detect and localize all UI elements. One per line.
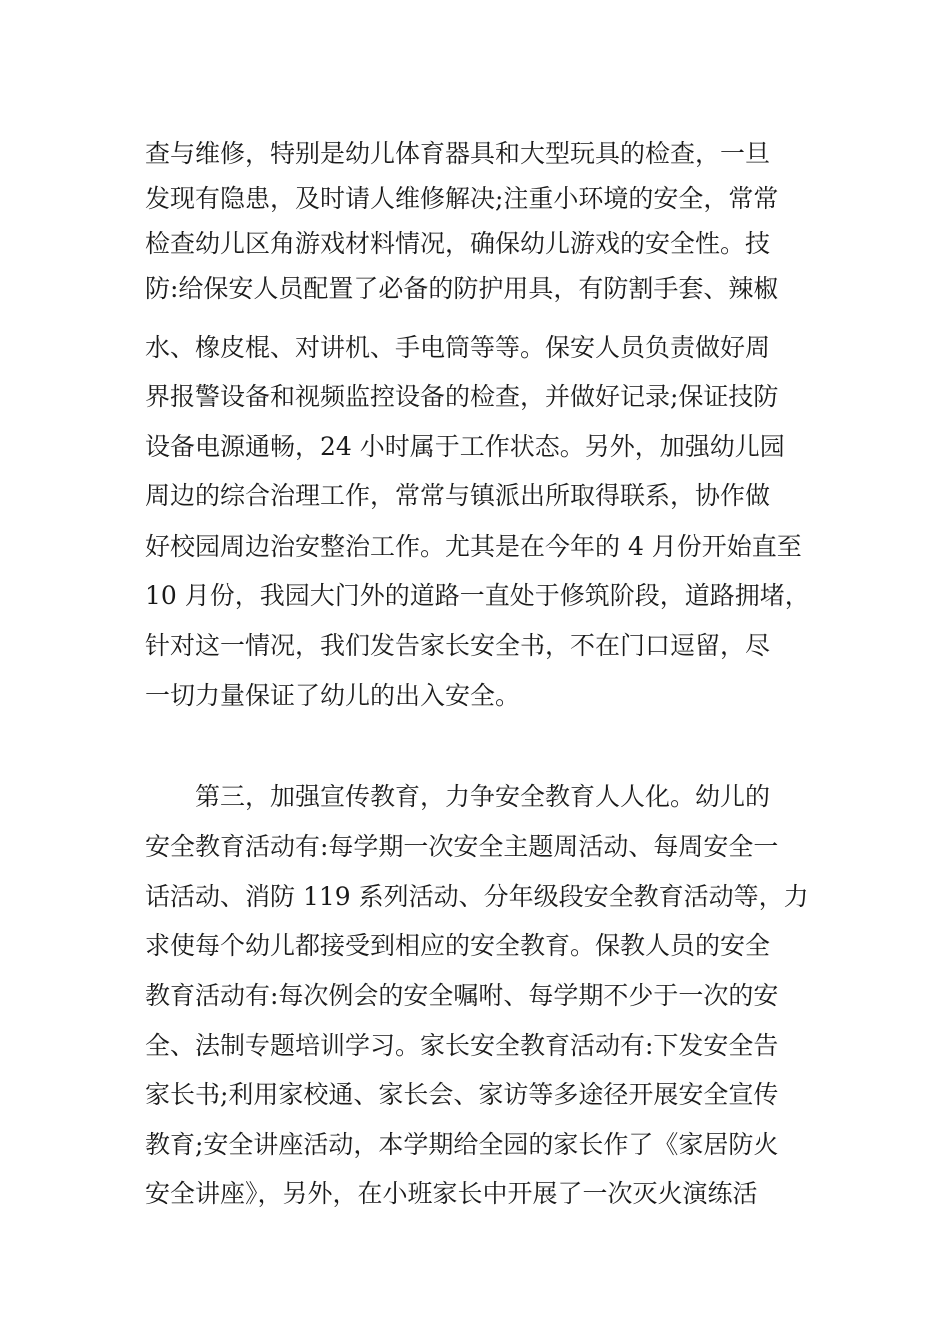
- paragraph-1-line: 10 月份，我园大门外的道路一直处于修筑阶段，道路拥堵，: [145, 581, 810, 610]
- paragraph-1-line: 周边的综合治理工作，常常与镇派出所取得联系，协作做: [145, 481, 771, 510]
- paragraph-2-line: 家长书;利用家校通、家长会、家访等多途径开展安全宣传: [145, 1080, 779, 1109]
- paragraph-2-line: 求使每个幼儿都接受到相应的安全教育。保教人员的安全: [145, 931, 771, 960]
- paragraph-1-line: 针对这一情况，我们发告家长安全书，不在门口逗留，尽: [145, 631, 771, 660]
- paragraph-1-line: 界报警设备和视频监控设备的检查，并做好记录;保证技防: [145, 382, 779, 411]
- paragraph-2-line: 全、法制专题培训学习。家长安全教育活动有:下发安全告: [145, 1031, 779, 1060]
- paragraph-1-line: 查与维修，特别是幼儿体育器具和大型玩具的检查，一旦: [145, 139, 771, 168]
- paragraph-2-line: 教育;安全讲座活动，本学期给全园的家长作了《家居防火: [145, 1130, 779, 1159]
- paragraph-1-line: 好校园周边治安整治工作。尤其是在今年的 4 月份开始直至: [145, 532, 802, 561]
- paragraph-1-line: 检查幼儿区角游戏材料情况，确保幼儿游戏的安全性。技: [145, 229, 771, 258]
- paragraph-2-line: 教育活动有:每次例会的安全嘱咐、每学期不少于一次的安: [145, 981, 779, 1010]
- paragraph-2-line: 话活动、消防 119 系列活动、分年级段安全教育活动等，力: [145, 882, 809, 911]
- paragraph-1-line: 设备电源通畅，24 小时属于工作状态。另外，加强幼儿园: [145, 432, 785, 461]
- paragraph-1-line: 防:给保安人员配置了必备的防护用具，有防割手套、辣椒: [145, 274, 779, 303]
- paragraph-1-line: 一切力量保证了幼儿的出入安全。: [145, 681, 521, 710]
- paragraph-2-line: 安全讲座》，另外，在小班家长中开展了一次灭火演练活: [145, 1179, 758, 1208]
- paragraph-1-line: 发现有隐患，及时请人维修解决;注重小环境的安全，常常: [145, 184, 779, 213]
- paragraph-2-first-line: 第三，加强宣传教育，力争安全教育人人化。幼儿的: [195, 782, 771, 811]
- paragraph-2-line: 安全教育活动有:每学期一次安全主题周活动、每周安全一: [145, 832, 779, 861]
- paragraph-1-line: 水、橡皮棍、对讲机、手电筒等等。保安人员负责做好周: [145, 333, 771, 362]
